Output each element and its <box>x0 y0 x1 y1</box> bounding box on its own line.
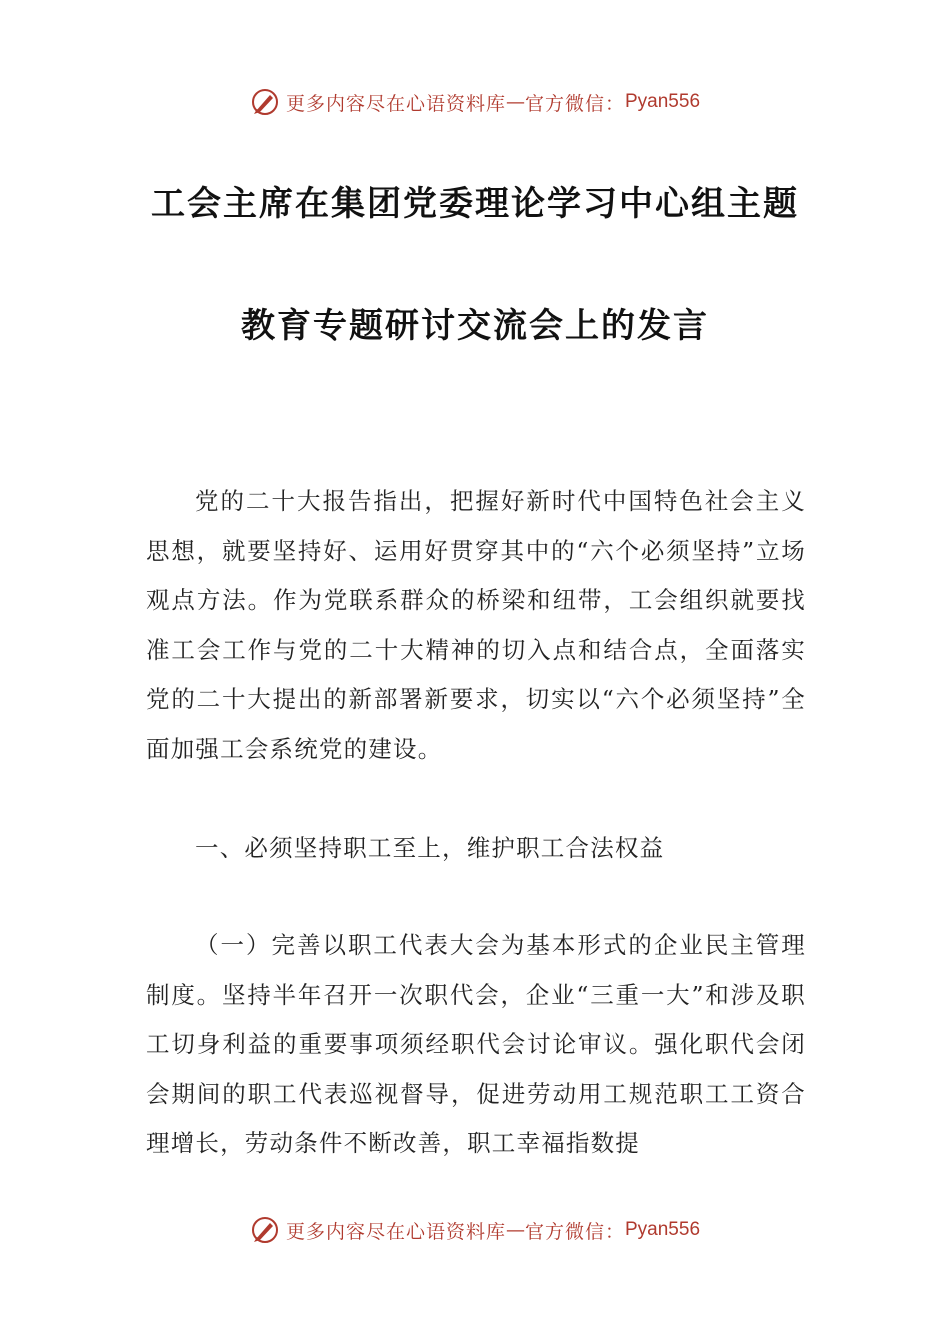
banner-wechat-label: 官方微信： <box>524 1220 625 1243</box>
footer-watermark-banner <box>0 1208 950 1252</box>
subsection-paragraph-1: （一）完善以职工代表大会为基本形式的企业民主管理制度。坚持半年召开一次职代会，企业“三重一大”和涉及职工切身利益的重要事项须经职代会讨论审议。强化职代会闭会期间的职工代表巡视督导，促进劳动用工规范职工工资合理增长，劳动条件不断改善，职工幸福指数提 <box>146 931 806 1157</box>
section-heading-1: 一、必须坚持职工至上，维护职工合法权益 <box>195 834 665 862</box>
intro-paragraph: 党的二十大报告指出，把握好新时代中国特色社会主义思想，就要坚持好、运用好贯穿其中的“六个必须坚持”立场观点方法。作为党联系群众的桥梁和纽带，工会组织就要找准工会工作与党的二十大精神的切入点和结合点，全面落实党的二十大提出的新部署新要求，切实以“六个必须坚持”全面加强工会系统党的建设。 <box>146 487 806 763</box>
banner-text: 更多内容尽在心语资料库 <box>285 92 506 115</box>
banner-wechat-id: Pyan556 <box>625 91 701 112</box>
banner-separator: — <box>505 1219 525 1241</box>
pen-logo-icon <box>250 1215 280 1245</box>
document-title-line1: 工会主席在集团党委理论学习中心组主题 <box>151 184 799 224</box>
header-watermark-banner <box>0 80 950 124</box>
banner-text: 更多内容尽在心语资料库 <box>285 1220 506 1243</box>
document-title-line2: 教育专题研讨交流会上的发言 <box>241 306 709 346</box>
banner-wechat-id: Pyan556 <box>625 1219 701 1240</box>
banner-wechat-label: 官方微信： <box>524 92 625 115</box>
pen-logo-icon <box>250 87 280 117</box>
banner-separator: — <box>505 91 525 113</box>
